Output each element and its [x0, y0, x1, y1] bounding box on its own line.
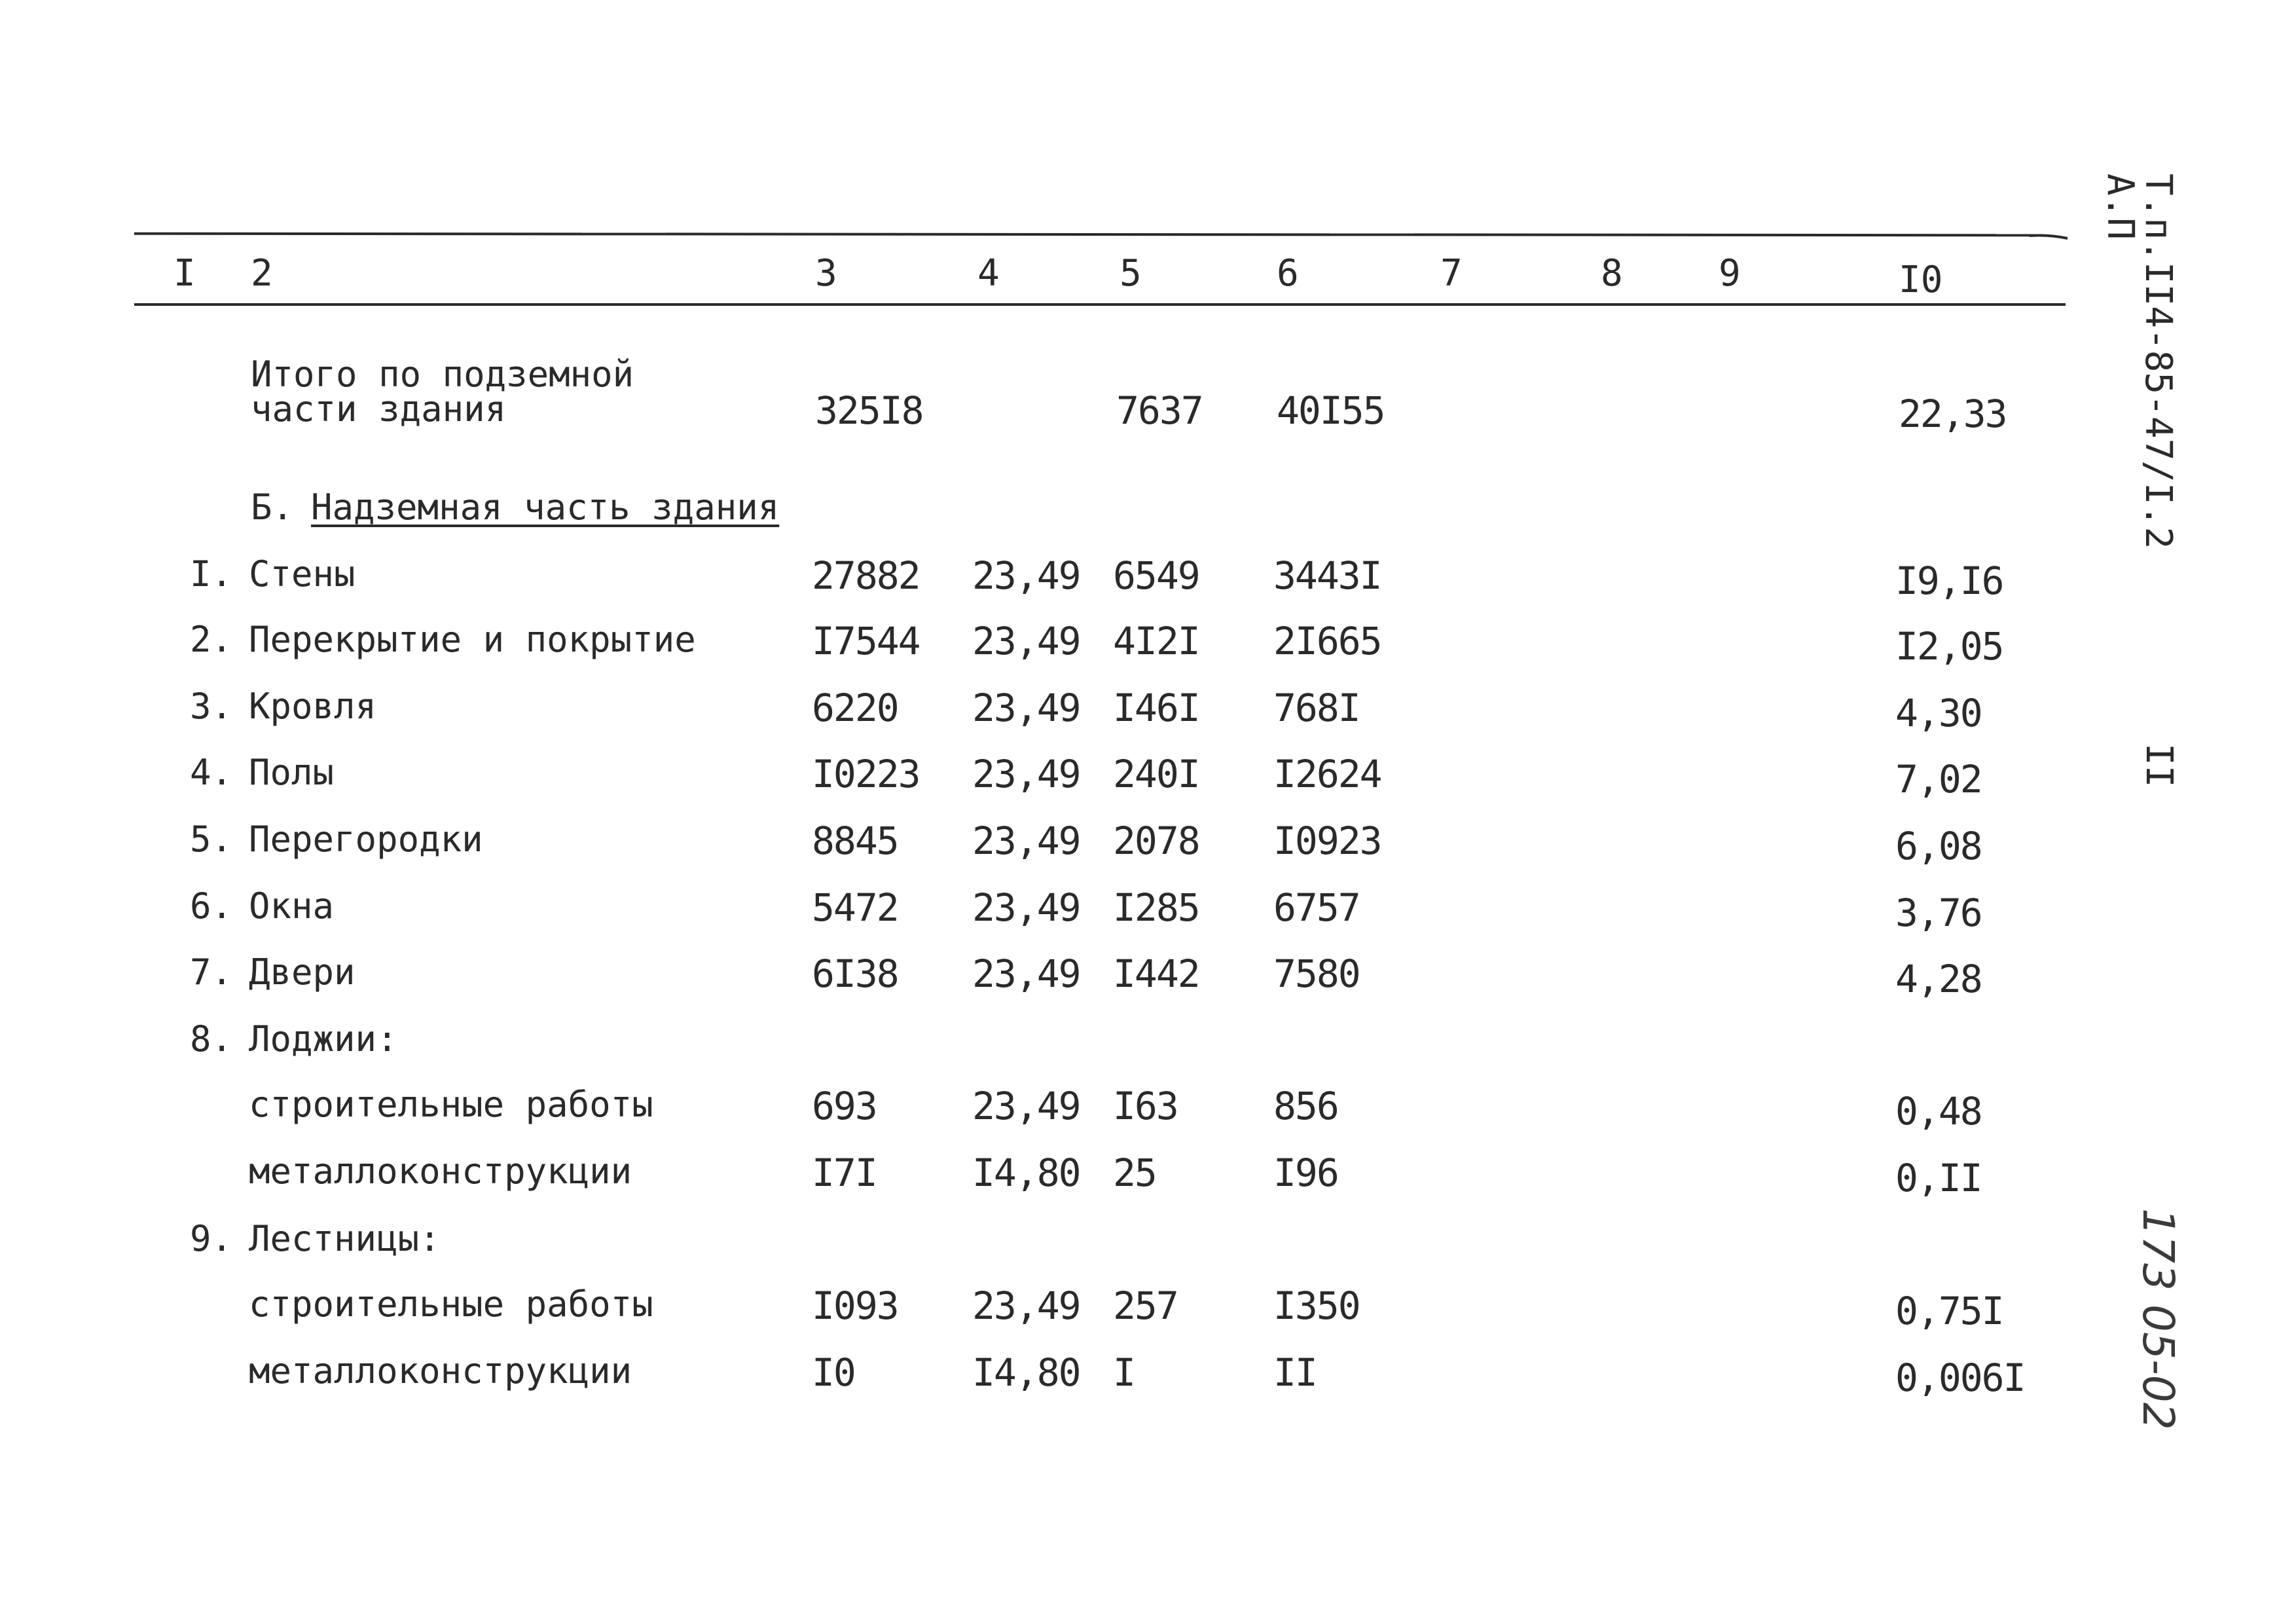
cell-c6: I0923	[1273, 819, 1381, 863]
cell-c6: 2I665	[1273, 619, 1381, 663]
cell-c10: I9,I6	[1895, 559, 2003, 603]
cell-c10: 3,76	[1895, 891, 1982, 935]
cell-c3: 693	[812, 1084, 877, 1128]
cell-c3: 6220	[812, 686, 898, 730]
subtotal-label-line2: части здания	[251, 388, 507, 430]
row-name: Лоджии:	[249, 1018, 398, 1060]
cell-c5: 257	[1113, 1283, 1178, 1328]
col-header-6: 6	[1277, 252, 1299, 295]
cell-c5: 25	[1113, 1151, 1156, 1195]
cell-c4: 23,49	[972, 553, 1080, 598]
cell-c10: 7,02	[1895, 757, 1982, 802]
cell-c3: I7544	[812, 619, 920, 663]
cell-c4: 23,49	[972, 951, 1080, 996]
cell-c5: I63	[1113, 1084, 1178, 1128]
subtotal-c5: 7637	[1116, 388, 1203, 433]
cell-c10: 0,48	[1895, 1089, 1982, 1134]
cell-c4: I4,80	[972, 1151, 1080, 1195]
row-number: 7.	[190, 951, 233, 993]
cell-c3: 27882	[812, 553, 920, 598]
section-prefix: Б.	[251, 487, 294, 528]
row-number: 6.	[190, 885, 233, 927]
subtotal-c10: 22,33	[1899, 392, 2007, 436]
cell-c6: 3443I	[1273, 553, 1381, 598]
row-number: 5.	[190, 819, 233, 860]
cell-c5: 2078	[1113, 819, 1199, 863]
cell-c10: I2,05	[1895, 624, 2003, 669]
section-title: Надземная часть здания	[311, 487, 780, 528]
cell-c6: 768I	[1273, 686, 1360, 730]
cell-c10: 6,08	[1895, 824, 1982, 868]
subtotal-c6: 40I55	[1277, 388, 1385, 433]
cell-c3: I0223	[812, 752, 920, 796]
row-name: Лестницы:	[249, 1218, 441, 1259]
cell-c6: II	[1273, 1350, 1317, 1395]
cell-c6: I350	[1273, 1283, 1360, 1328]
col-header-9: 9	[1719, 252, 1741, 295]
cell-c5: I442	[1113, 951, 1199, 996]
col-header-5: 5	[1120, 252, 1142, 295]
row-name: Двери	[249, 951, 355, 993]
cell-c3: I093	[812, 1283, 898, 1328]
cell-c5: 240I	[1113, 752, 1199, 796]
cell-c6: I2624	[1273, 752, 1381, 796]
row-number: 9.	[190, 1218, 233, 1259]
row-number: I.	[190, 553, 233, 595]
cell-c4: 23,49	[972, 752, 1080, 796]
cell-c10: 0,II	[1895, 1156, 1982, 1200]
col-header-7: 7	[1440, 252, 1463, 295]
row-name: Стены	[249, 553, 355, 595]
col-header-4: 4	[977, 252, 1000, 295]
page-number: II	[2138, 743, 2180, 788]
row-name: Перегородки	[249, 819, 483, 860]
cell-c4: 23,49	[972, 1283, 1080, 1328]
row-name: Окна	[249, 885, 335, 927]
cell-c4: 23,49	[972, 1084, 1080, 1128]
row-number: 8.	[190, 1018, 233, 1060]
row-name: Полы	[249, 752, 335, 793]
col-header-3: 3	[815, 252, 837, 295]
row-number: 2.	[190, 619, 233, 660]
cell-c5: I46I	[1113, 686, 1199, 730]
cell-c6: 856	[1273, 1084, 1338, 1128]
row-name: металлоконструкции	[249, 1350, 632, 1392]
col-header-8: 8	[1601, 252, 1623, 295]
cell-c10: 0,75I	[1895, 1289, 2003, 1333]
subtotal-c3: 325I8	[815, 388, 923, 433]
cell-c4: 23,49	[972, 819, 1080, 863]
cell-c3: 5472	[812, 885, 898, 930]
cell-c3: 8845	[812, 819, 898, 863]
cell-c3: I0	[812, 1350, 855, 1395]
cell-c5: 6549	[1113, 553, 1199, 598]
cell-c5: I285	[1113, 885, 1199, 930]
cell-c5: 4I2I	[1113, 619, 1199, 663]
side-code-main: Т.п.II4-85-47/I.2	[2137, 174, 2179, 549]
cell-c3: 6I38	[812, 951, 898, 996]
cell-c10: 4,30	[1895, 691, 1982, 735]
cell-c4: 23,49	[972, 619, 1080, 663]
row-name: строительные работы	[249, 1283, 653, 1325]
side-code-sub: А.П	[2099, 174, 2141, 240]
cell-c5: I	[1113, 1350, 1135, 1395]
col-header-2: 2	[251, 252, 273, 295]
col-header-1: I	[173, 252, 196, 295]
table-top-rule-end	[2030, 229, 2069, 242]
row-name: строительные работы	[249, 1084, 653, 1125]
cell-c3: I7I	[812, 1151, 877, 1195]
cell-c4: 23,49	[972, 885, 1080, 930]
cell-c4: 23,49	[972, 686, 1080, 730]
row-number: 3.	[190, 686, 233, 727]
side-code	[2101, 174, 2177, 549]
cell-c10: 0,006I	[1895, 1356, 2025, 1400]
cell-c6: 7580	[1273, 951, 1360, 996]
header-bottom-rule	[134, 303, 2066, 306]
table-top-rule	[134, 232, 2043, 237]
row-name: металлоконструкции	[249, 1151, 632, 1192]
row-name: Перекрытие и покрытие	[249, 619, 696, 660]
row-number: 4.	[190, 752, 233, 793]
subtotal-label-line1: Итого по подземной	[251, 354, 634, 395]
cell-c6: I96	[1273, 1151, 1338, 1195]
cell-c10: 4,28	[1895, 957, 1982, 1001]
row-name: Кровля	[249, 686, 377, 727]
cell-c6: 6757	[1273, 885, 1360, 930]
cell-c4: I4,80	[972, 1350, 1080, 1395]
stamp-number: 173 05-02	[2133, 1208, 2183, 1430]
col-header-10: I0	[1899, 259, 1943, 301]
